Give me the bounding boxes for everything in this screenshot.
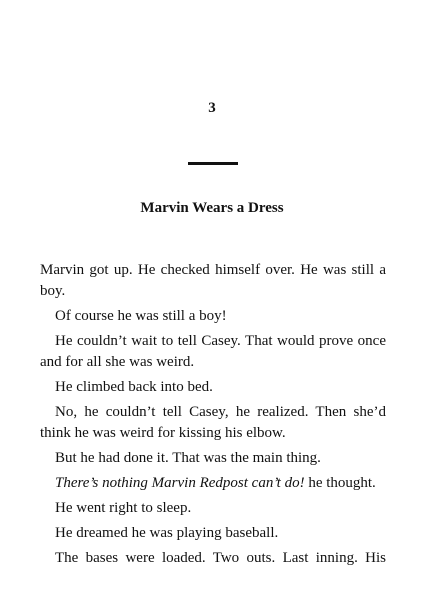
paragraph: He dreamed he was playing baseball.	[55, 525, 279, 541]
paragraph: The bases were loaded. Two outs. Last inning. His	[55, 550, 386, 566]
chapter-body	[40, 260, 386, 573]
italic-thought-text: There’s nothing Marvin Redpost can’t do!	[55, 475, 305, 491]
chapter-title: Marvin Wears a Dress	[140, 200, 284, 216]
paragraph-italic-thought	[40, 473, 386, 494]
paragraph: Marvin got up. He checked himself over. He was still a boy.	[40, 262, 386, 299]
paragraph: Of course he was still a boy!	[55, 308, 227, 324]
paragraph: He climbed back into bed.	[55, 379, 213, 395]
paragraph: But he had done it. That was the main thing.	[55, 450, 321, 466]
paragraph: No, he couldn’t tell Casey, he realized. Then she’d think he was weird for kissing his elbow.	[40, 404, 386, 441]
paragraph: He couldn’t wait to tell Casey. That would prove once and for all she was weird.	[40, 333, 386, 370]
thought-attribution: he thought.	[304, 475, 376, 491]
chapter-divider	[188, 162, 238, 165]
paragraph: He went right to sleep.	[55, 500, 192, 516]
chapter-number: 3	[208, 100, 216, 116]
